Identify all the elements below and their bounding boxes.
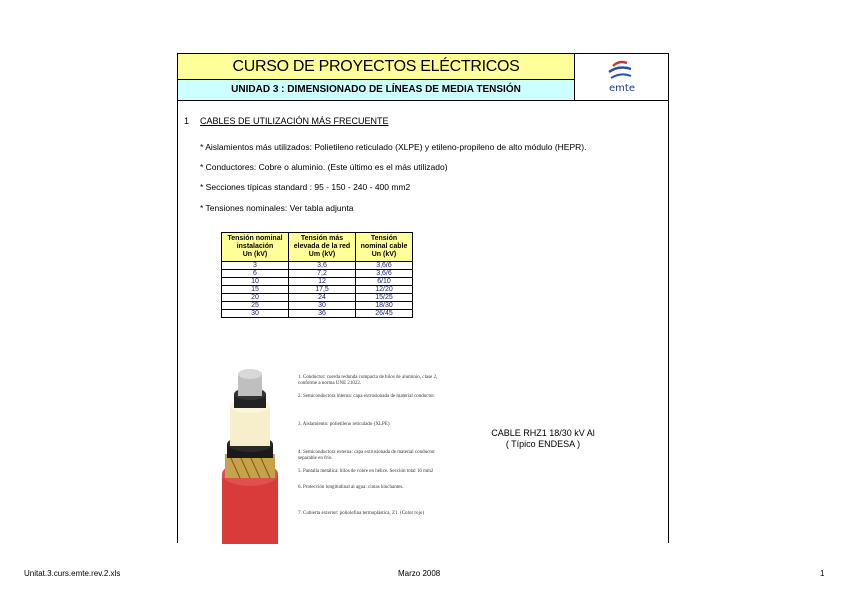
callout-outer-semiconductor: 4. Semiconductora externa: capa extrusionada de material conductor separable en frío. [298,450,435,461]
column-header: Tensión nominal cable Un (kV) [356,233,413,262]
cable-cross-section-illustration [220,364,300,544]
table-header-row [222,233,413,262]
table-row: 20 24 15/25 [222,294,413,302]
cable-caption-line1: CABLE RHZ1 18/30 kV Al [491,428,595,438]
table-row: 10 12 6/10 [222,278,413,286]
page-title: CURSO DE PROYECTOS ELÉCTRICOS [178,54,575,80]
column-header: Tensión nominal instalación Un (kV) [222,233,289,262]
table-row: 25 30 18/30 [222,302,413,310]
callout-insulation: 3. Aislamiento: polietileno reticulado (XLPE) [298,422,390,427]
callout-conductor: 1. Conductor: cuerda redonda compacta de hilos de aluminio, clase 2, conforme a norma UNE 21022. [298,375,438,386]
bullet-voltages: * Tensiones nominales: Ver tabla adjunta [200,203,354,213]
section-title: CABLES DE UTILIZACIÓN MÁS FRECUENTE [200,116,389,126]
callout-water-protection: 6. Protección longitudinal al agua: cintas hinchantes. [298,485,404,490]
page-subtitle: UNIDAD 3 : DIMENSIONADO DE LÍNEAS DE MEDIA TENSIÓN [178,80,575,100]
bullet-sections: * Secciones típicas standard : 95 - 150 - 240 - 400 mm2 [200,182,411,192]
logo-text: emte [609,83,635,94]
header-divider [178,100,668,101]
table-row: 15 17,5 12/20 [222,286,413,294]
cable-caption [478,428,608,450]
footer-page-number: 1 [820,569,825,578]
voltage-table [221,232,413,318]
callout-outer-sheath: 7. Cubierta exterior: poliolefina termoplástica, Z1. (Color rojo) [298,511,425,516]
bullet-conductors: * Conductores: Cobre o aluminio. (Este último es el más utilizado) [200,162,448,172]
document-frame [177,53,669,543]
cable-caption-line2: ( Típico ENDESA ) [505,439,581,449]
bullet-insulation: * Aislamientos más utilizados: Polietileno reticulado (XLPE) y etileno-propileno de alto módulo (HEPR). [200,142,587,152]
column-header: Tensión más elevada de la red Um (kV) [289,233,356,262]
table-row: 3 3,6 3,6/6 [222,262,413,270]
footer-date: Marzo 2008 [398,569,441,578]
section-number: 1 [184,116,190,126]
callout-inner-semiconductor: 2. Semiconductora interna: capa extrusionada de material conductor. [298,394,436,399]
callout-metal-screen: 5. Pantalla metálica: hilos de cobre en hélice. Sección total 16 mm2 [298,469,434,474]
table-row: 30 36 26/45 [222,310,413,318]
footer-file-name: Unitat.3.curs.emte.rev.2.xls [24,569,121,578]
table-row: 6 7,2 3,6/6 [222,270,413,278]
